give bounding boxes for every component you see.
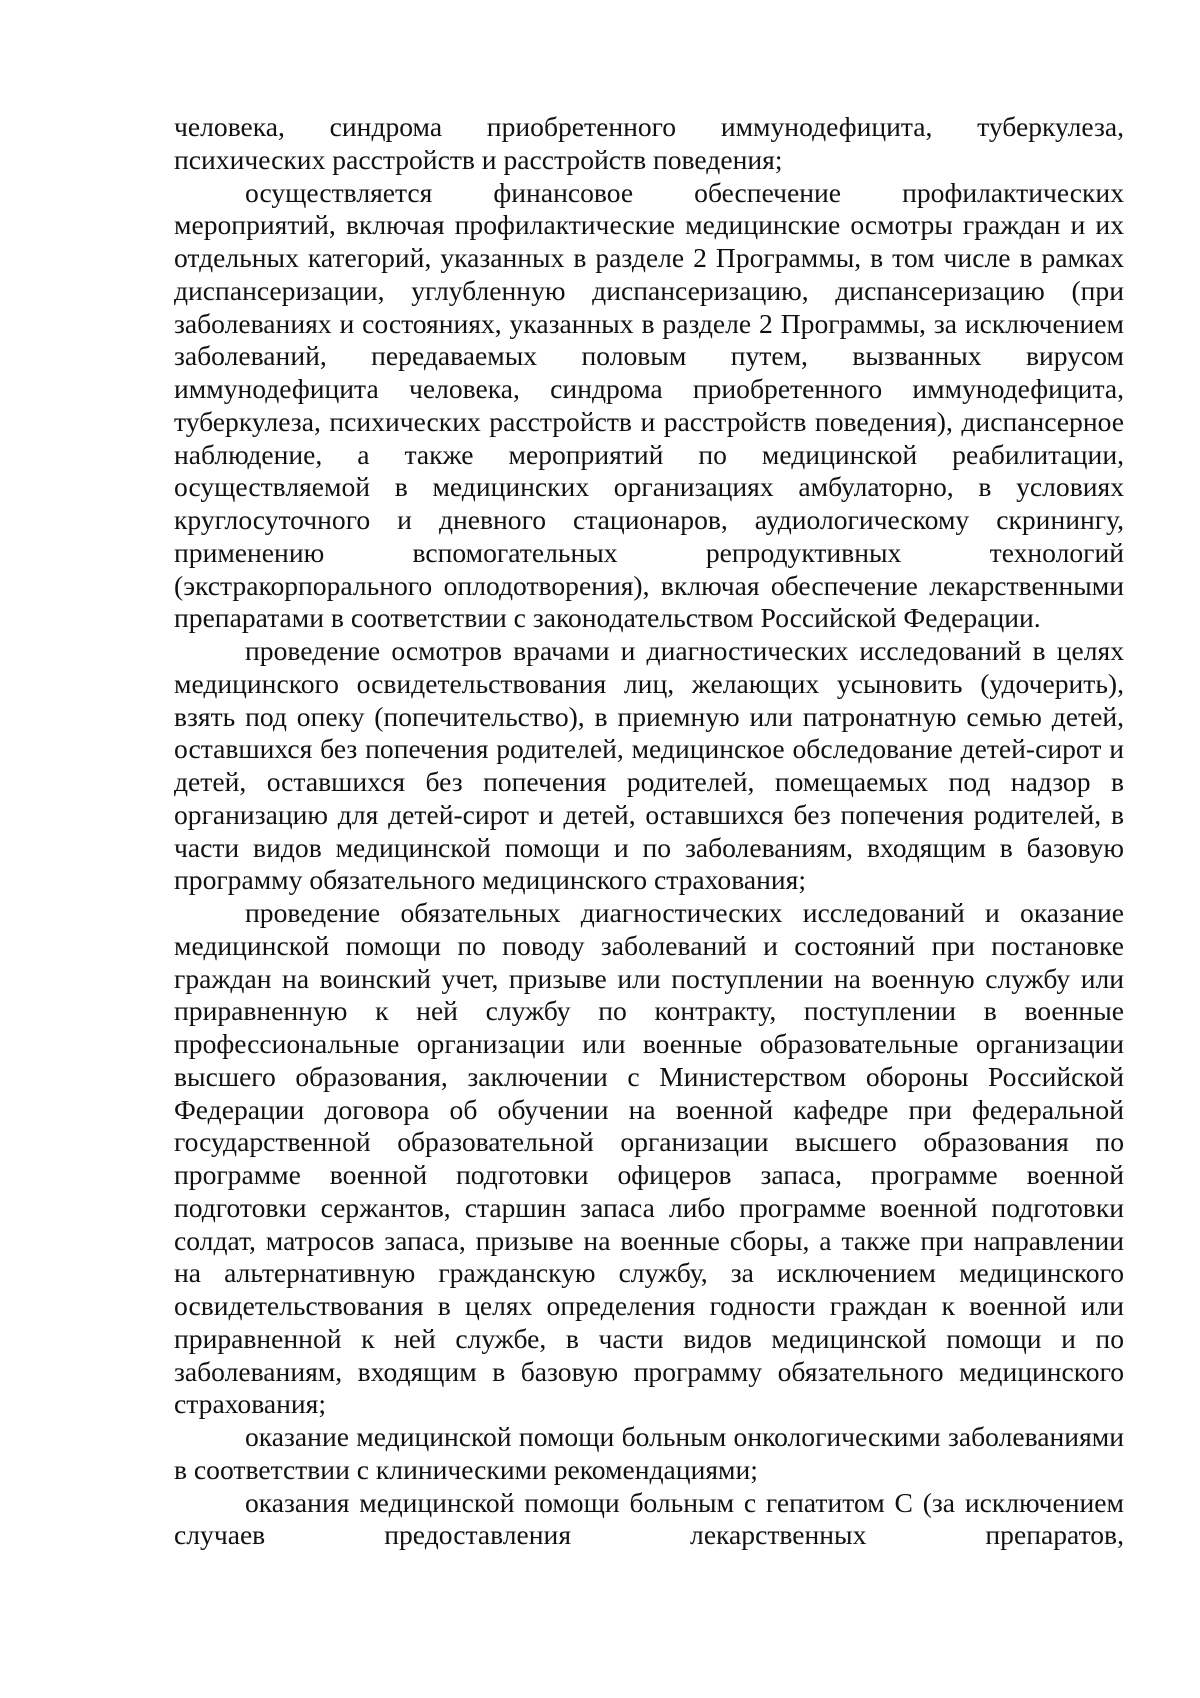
document-page xyxy=(174,111,1124,1552)
paragraph-financing-preventive-measures: осуществляется финансовое обеспечение профилактических мероприятий, включая профилактические медицинские осмотры граждан и их отдельных категорий, указанных в разделе 2 Программы, в том числе в рамках диспансеризации, углубленную диспансеризацию, диспансеризацию (при заболеваниях и состояниях, указанных в разделе 2 Программы, за исключением заболеваний, передаваемых половым путем, вызванных вирусом иммунодефицита человека, синдрома приобретенного иммунодефицита, туберкулеза, психических расстройств и расстройств поведения), диспансерное наблюдение, а также мероприятий по медицинской реабилитации, осуществляемой в медицинских организациях амбулаторно, в условиях круглосуточного и дневного стационаров, аудиологическому скринингу, применению вспомогательных репродуктивных технологий (экстракорпорального оплодотворения), включая обеспечение лекарственными препаратами в соответствии с законодательством Российской Федерации. xyxy=(174,176,1124,634)
paragraph-military-examinations: проведение обязательных диагностических исследований и оказание медицинской помощи по поводу заболеваний и состояний при постановке граждан на воинский учет, призыве или поступлении на военную службу или приравненную к ней службу по контракту, поступлении в военные профессиональные организации или военные образовательные организации высшего образования, заключении с Министерством обороны Российской Федерации договора об обучении на военной кафедре при федеральной государственной образовательной организации высшего образования по программе военной подготовки офицеров запаса, программе военной подготовки сержантов, старшин запаса либо программе военной подготовки солдат, матросов запаса, призыве на военные сборы, а также при направлении на альтернативную гражданскую службу, за исключением медицинского освидетельствования в целях определения годности граждан к военной или приравненной к ней службе, в части видов медицинской помощи и по заболеваниям, входящим в базовую программу обязательного медицинского страхования; xyxy=(174,897,1124,1420)
paragraph-adoption-examinations: проведение осмотров врачами и диагностических исследований в целях медицинского освидетельствования лиц, желающих усыновить (удочерить), взять под опеку (попечительство), в приемную или патронатную семью детей, оставшихся без попечения родителей, медицинское обследование детей-сирот и детей, оставшихся без попечения родителей, помещаемых под надзор в организацию для детей-сирот и детей, оставшихся без попечения родителей, в части видов медицинской помощи и по заболеваниям, входящим в базовую программу обязательного медицинского страхования; xyxy=(174,635,1124,896)
paragraph-hepatitis-c-care: оказания медицинской помощи больным с гепатитом С (за исключением случаев предоставления лекарственных препаратов, xyxy=(174,1486,1124,1551)
paragraph-oncology-care: оказание медицинской помощи больным онкологическими заболеваниями в соответствии с клиническими рекомендациями; xyxy=(174,1421,1124,1485)
paragraph-continuation: человека, синдрома приобретенного иммунодефицита, туберкулеза, психических расстройств и расстройств поведения; xyxy=(174,111,1124,175)
